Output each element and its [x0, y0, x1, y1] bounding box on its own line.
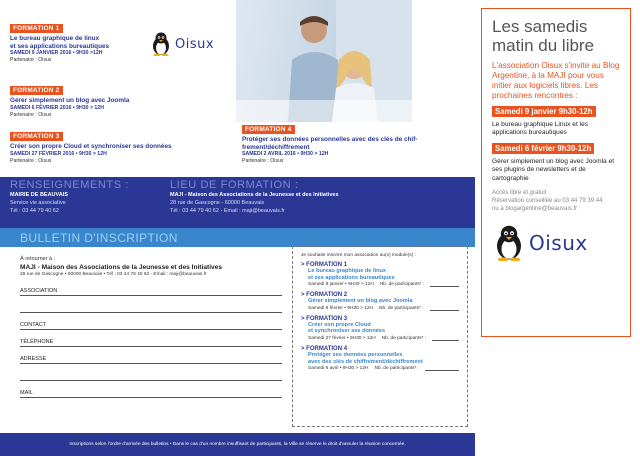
module-selection	[292, 246, 468, 427]
formation-title: et ses applications bureautiques	[10, 42, 110, 50]
formation-title: frement/déchiffrement	[242, 143, 310, 151]
lieu-name: MAJI	[170, 192, 184, 198]
formation-3	[10, 125, 234, 165]
bulletin-title: BULLETIN D'INSCRIPTION	[20, 231, 178, 245]
participants-label: Nb. de participants* :	[379, 282, 425, 288]
formation-date: SAMEDI 6 FÉVRIER 2016 • 9H30 > 12H	[10, 104, 104, 111]
module-intro: Je souhaite inscrire mon association au(x) module(s) :	[301, 253, 416, 258]
module-title: Créer son propre Cloud	[308, 321, 371, 328]
participants-label: Nb. de participants* :	[381, 335, 427, 341]
formation-partner: Partenaire : Oisux	[242, 158, 284, 165]
promo-info	[492, 190, 620, 213]
module-item-3[interactable]	[301, 316, 459, 341]
module-title: Le bureau graphique de linux	[308, 268, 387, 274]
renseignements-name: MAIRIE DE BEAUVAIS	[10, 192, 68, 198]
oisux-wordmark: Oisux	[175, 36, 215, 52]
participants-label: Nb. de participants* :	[379, 305, 424, 311]
lieu-contact: Tél : 03 44 79 40 62 - Email : maji@beauvais.fr	[170, 208, 285, 214]
renseignements-phone: Tél : 03 44 79 40 62	[10, 208, 59, 214]
lieu-address: 28 rue de Gascogne - 60000 Beauvais	[170, 200, 265, 206]
promo-info-line: Accès libre et gratuit	[492, 190, 547, 197]
formation-title: Gérer simplement un blog avec Joomla	[10, 97, 130, 104]
adresse-field-extra[interactable]	[20, 364, 282, 381]
module-date: Samedi 9 janvier • 9H30 > 12H	[308, 282, 374, 288]
footer-note: Inscriptions selon l'ordre d'arrivée des bulletins • Dans le cas d'un nombre insuffisant de participants, la Ville se réserve le droit d'annuler la réunion concernée.	[0, 433, 475, 456]
module-item-4[interactable]	[301, 346, 459, 371]
promo-title: Les samedis	[492, 17, 588, 36]
formation-4	[242, 118, 442, 165]
module-title: Gérer simplement un blog avec Joomla	[308, 298, 413, 305]
module-title: et ses applications bureautiques	[308, 274, 395, 281]
promo-intro: L'association Oisux s'invite au Blog Argentine, à la MAJI pour vous initier aux logiciels libres. Les prochaines rencontres :	[492, 61, 620, 100]
module-item-1[interactable]	[301, 262, 459, 287]
module-label: > FORMATION 2	[301, 292, 348, 299]
bulletin-heading	[0, 228, 475, 247]
formation-tag: FORMATION 4	[242, 125, 295, 134]
module-label: > FORMATION 3	[301, 315, 348, 322]
penguin-icon	[492, 225, 526, 261]
promo-panel	[481, 8, 631, 337]
module-label: > FORMATION 4	[301, 345, 348, 352]
module-date: Samedi 6 février • 9H30 > 12H	[308, 305, 374, 311]
formation-date: SAMEDI 27 FÉVRIER 2016 • 9H30 > 12H	[10, 150, 107, 157]
formation-date: SAMEDI 9 JANVIER 2016 • 9H30 >12H	[10, 50, 103, 57]
telephone-field[interactable]: TÉLÉPHONE	[20, 330, 282, 347]
oisux-wordmark: Oisux	[529, 231, 588, 256]
penguin-icon	[150, 32, 172, 56]
oisux-logo	[150, 32, 214, 56]
participants-field[interactable]	[432, 336, 459, 341]
participants-field[interactable]	[430, 306, 459, 311]
mail-field[interactable]: MAIL	[20, 381, 282, 398]
module-item-2[interactable]	[301, 292, 459, 311]
formation-2	[10, 79, 230, 119]
module-date: Samedi 27 février • 9H30 > 12H	[308, 335, 376, 341]
formation-tag: FORMATION 3	[10, 132, 63, 141]
promo-event-date: Samedi 9 janvier 9h30-12h	[492, 106, 596, 117]
info-band	[0, 177, 475, 228]
module-date: Samedi 6 avril • 9H30 > 12H	[308, 366, 369, 372]
adresse-field[interactable]: ADRESSE	[20, 347, 282, 364]
promo-title: matin du libre	[492, 36, 595, 55]
formation-title: Protéger ses données personnelles avec des clés de chif-	[242, 136, 418, 143]
promo-event-text: Le bureau graphique Linux et les applications bureautiques	[492, 121, 589, 137]
lieu-name-rest: - Maison des Associations de la Jeunesse et des Initiatives	[183, 192, 339, 198]
formation-partner: Partenaire : Oisux	[10, 57, 52, 64]
lieu-heading: LIEU DE FORMATION :	[170, 179, 299, 191]
return-org: MAJI - Maison des Associations de la Jeunesse et des Initiatives	[20, 264, 223, 271]
oisux-logo	[492, 225, 620, 261]
participants-label: Nb. de participants* :	[374, 366, 420, 372]
formation-tag: FORMATION 1	[10, 24, 63, 33]
formation-partner: Partenaire : Oisux	[10, 111, 52, 118]
module-label: > FORMATION 1	[301, 262, 348, 268]
promo-event-text: Gérer simplement un blog avec Joomla et ses plugins de newsletters et de cartographie	[492, 157, 615, 182]
formation-title: Le bureau graphique de linux	[10, 35, 100, 42]
participants-field[interactable]	[430, 282, 459, 287]
promo-event-date: Samedi 6 février 9h30-12h	[492, 143, 594, 154]
promo-info-line: Réservation conseillée au 03 44 79 39 44	[492, 197, 603, 204]
association-field-extra[interactable]	[20, 296, 282, 313]
participants-field[interactable]	[425, 366, 459, 371]
lieu-block	[170, 179, 470, 215]
module-title: avec des clés de chiffrement/déchiffrement	[308, 358, 423, 365]
contact-field[interactable]: CONTACT	[20, 313, 282, 330]
renseignements-heading: RENSEIGNEMENTS :	[10, 179, 130, 191]
formation-partner: Partenaire : Oisux	[10, 157, 52, 164]
formation-tag: FORMATION 2	[10, 86, 63, 95]
renseignements-line: Service vie associative	[10, 200, 66, 206]
hero-photo	[236, 0, 412, 122]
module-title: et synchroniser ses données	[308, 328, 386, 335]
registration-form	[20, 256, 282, 398]
promo-info-line: ou à blogargentine@beauvais.fr	[492, 205, 578, 212]
renseignements-block	[10, 179, 160, 215]
return-address: 28 rue de Gascogne • 60000 Beauvais • Tél : 03 44 79 40 62 - Email : maji@beauvais.fr	[20, 272, 207, 277]
formation-title: Créer son propre Cloud et synchroniser ses données	[10, 143, 172, 150]
return-label: À retourner à :	[20, 256, 56, 262]
module-title: Protéger ses données personnelles	[308, 351, 403, 358]
formation-date: SAMEDI 2 AVRIL 2016 • 9H30 > 12H	[242, 151, 329, 158]
association-field[interactable]: ASSOCIATION	[20, 279, 282, 296]
